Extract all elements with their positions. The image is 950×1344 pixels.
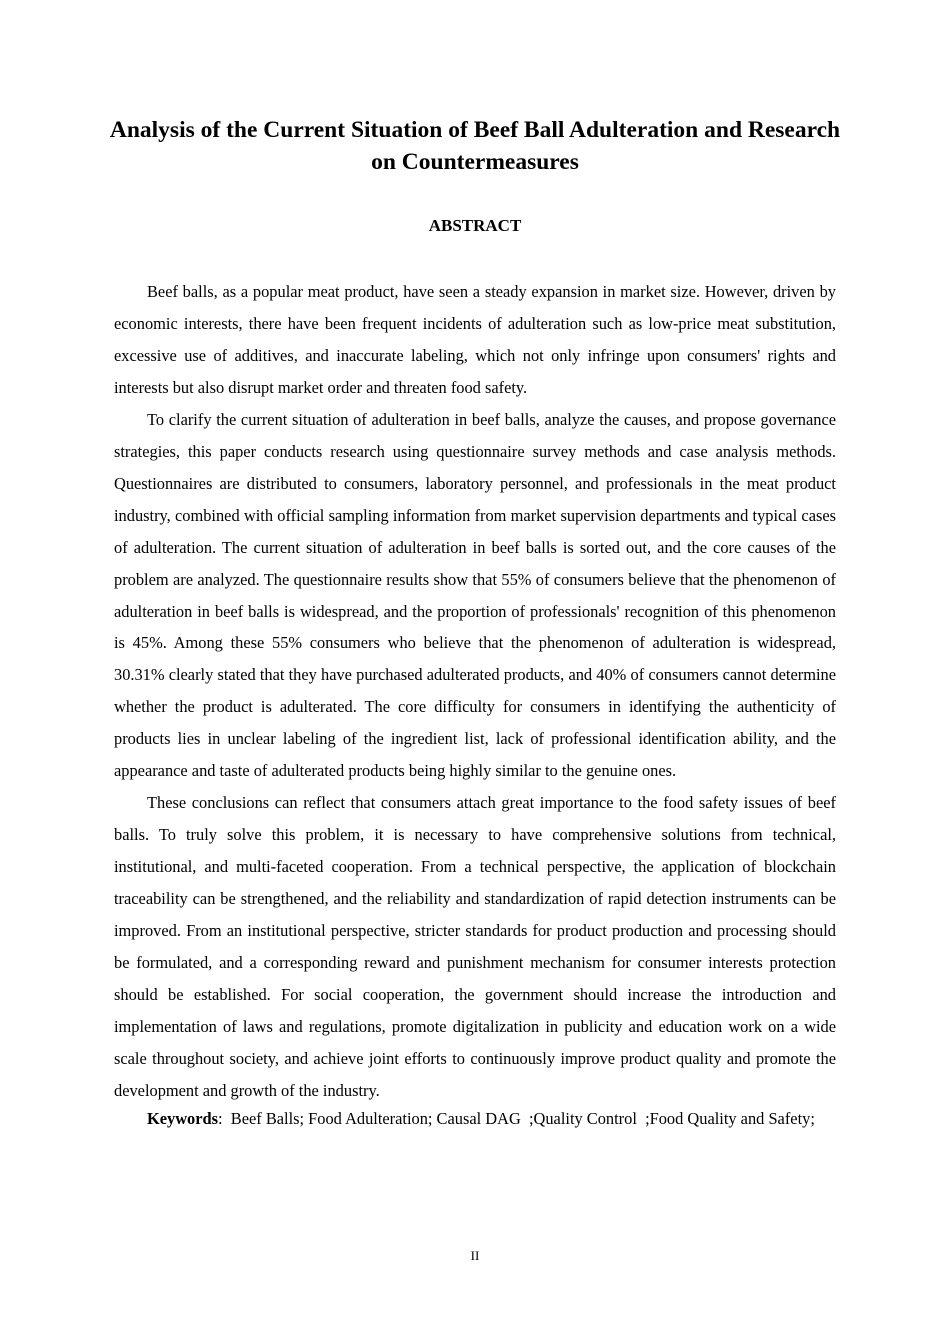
keywords-text: Beef Balls; Food Adulteration; Causal DAG ;Quality Control ;Food Quality and Safety;	[222, 1109, 815, 1128]
paper-title: Analysis of the Current Situation of Beef Ball Adulteration and Research on Countermeasures	[109, 117, 841, 175]
page-number: II	[470, 1248, 480, 1263]
abstract-heading: ABSTRACT	[428, 216, 522, 235]
keywords-separator: :	[218, 1109, 223, 1128]
abstract-paragraph-3: These conclusions can reflect that consumers attach great importance to the food safety issues of beef balls. To truly solve this problem, it is necessary to have comprehensive solutions from technical, institutional, and multi-faceted cooperation. From a technical perspective, the application of blockchain traceability can be strengthened, and the reliability and standardization of rapid detection instruments can be improved. From an institutional perspective, stricter standards for product production and processing should be formulated, and a corresponding reward and punishment mechanism for consumer interests protection should be established. For social cooperation, the government should increase the introduction and implementation of laws and regulations, promote digitalization in publicity and education work on a wide scale throughout society, and achieve joint efforts to continuously improve product quality and promote the development and growth of the industry.	[114, 793, 836, 1100]
keywords-line	[114, 1103, 836, 1135]
abstract-paragraph-1: Beef balls, as a popular meat product, have seen a steady expansion in market size. However, driven by economic interests, there have been frequent incidents of adulteration such as low-price meat substitution, excessive use of additives, and inaccurate labeling, which not only infringe upon consumers' rights and interests but also disrupt market order and threaten food safety.	[114, 282, 836, 397]
abstract-paragraph-2: To clarify the current situation of adulteration in beef balls, analyze the causes, and propose governance strategies, this paper conducts research using questionnaire survey methods and case analysis methods. Questionnaires are distributed to consumers, laboratory personnel, and professionals in the meat product industry, combined with official sampling information from market supervision departments and typical cases of adulteration. The current situation of adulteration in beef balls is sorted out, and the core causes of the problem are analyzed. The questionnaire results show that 55% of consumers believe that the phenomenon of adulteration in beef balls is widespread, and the proportion of professionals' recognition of this phenomenon is 45%. Among these 55% consumers who believe that the phenomenon of adulteration is widespread, 30.31% clearly stated that they have purchased adulterated products, and 40% of consumers cannot determine whether the product is adulterated. The core difficulty for consumers in identifying the authenticity of products lies in unclear labeling of the ingredient list, lack of professional identification ability, and the appearance and taste of adulterated products being highly similar to the genuine ones.	[114, 409, 836, 781]
abstract-body	[114, 276, 836, 1107]
keywords-label: Keywords	[147, 1109, 219, 1128]
